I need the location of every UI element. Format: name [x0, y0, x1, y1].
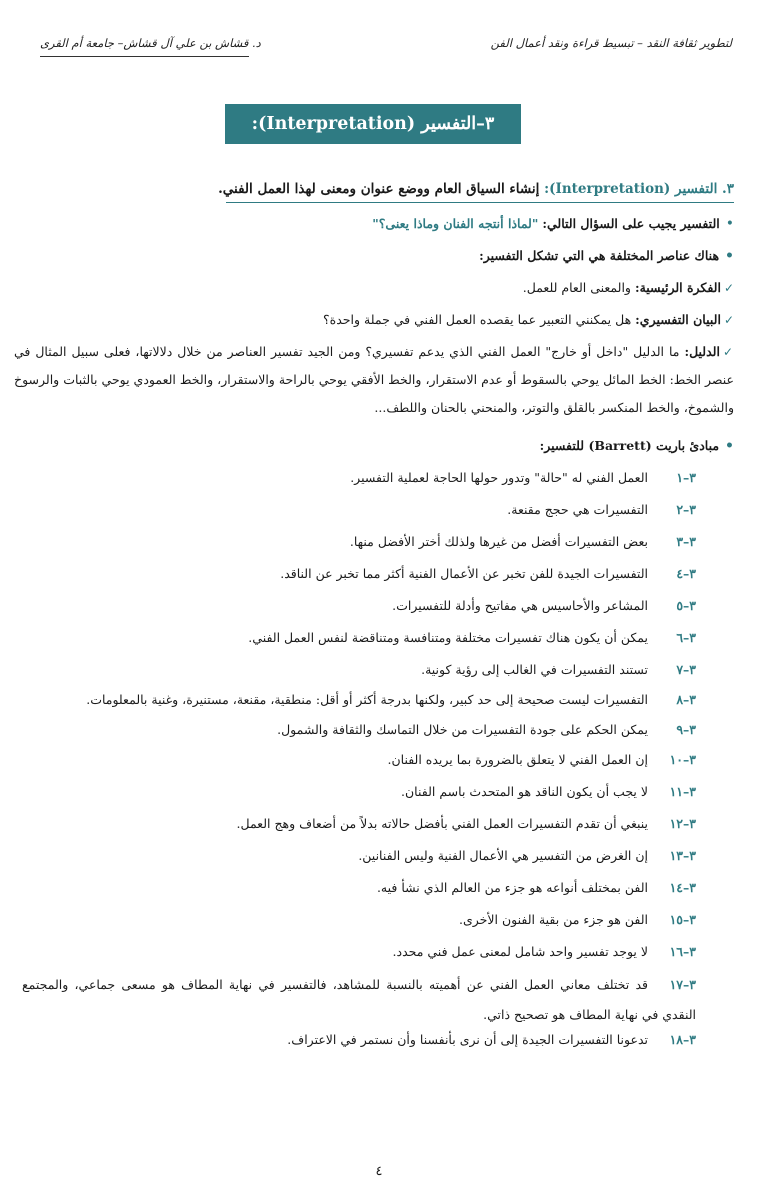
principle-number: ٣–١٠ — [669, 752, 696, 767]
bullet-question-quote: "لماذا أنتجه الفنان وماذا يعنى؟" — [372, 216, 539, 231]
checkmark-icon: ✓ — [723, 281, 734, 295]
principle-number: ٣–٢ — [676, 502, 696, 517]
check-main-idea-text: والمعنى العام للعمل. — [522, 280, 631, 295]
principle-item — [16, 1032, 696, 1047]
principle-number: ٣–١٣ — [669, 848, 696, 863]
principle-number: ٣–١٦ — [669, 944, 696, 959]
bullet-barrett — [540, 438, 734, 454]
check-evidence-label: الدليل: — [684, 344, 720, 359]
bullet-question — [372, 216, 734, 232]
checkmark-icon: ✓ — [723, 313, 734, 327]
principle-text: يمكن أن يكون هناك تفسيرات مختلفة ومتنافسة ومتناقضة لنفس العمل الفني. — [248, 630, 648, 645]
principle-text: التفسيرات هي حجج مقنعة. — [507, 502, 648, 517]
principle-item — [16, 944, 696, 959]
principle-number: ٣–٧ — [676, 662, 696, 677]
section-intro — [214, 181, 734, 197]
checkmark-icon: ✓ — [722, 345, 734, 359]
principle-item — [16, 912, 696, 927]
principle-number: ٣–١ — [676, 470, 696, 485]
check-statement — [323, 312, 734, 327]
bullet-elements — [479, 248, 734, 264]
principle-text: قد تختلف معاني العمل الفني عن أهميته بالنسبة للمشاهد، فالتفسير في نهاية المطاف هو مسعى جماعي، والمجتمع النقدي في نهاية المطاف هو تصحيح ذاتي. — [22, 977, 696, 1022]
principle-text: الفن هو جزء من بقية الفنون الأخرى. — [459, 912, 648, 927]
principle-number: ٣–١٧ — [669, 977, 696, 992]
principle-item — [16, 880, 696, 895]
principle-item — [16, 722, 696, 737]
principle-text: ينبغي أن تقدم التفسيرات العمل الفني بأفضل حالاته بدلاً من أضعاف وهج العمل. — [236, 816, 648, 831]
principle-text: التفسيرات ليست صحيحة إلى حد كبير، ولكنها بدرجة أكثر أو أقل: منطقية، مقنعة، مستنيرة، وغنية بالمعلومات. — [86, 692, 648, 707]
principle-text: الفن بمختلف أنواعه هو جزء من العالم الذي نشأ فيه. — [376, 880, 648, 895]
principle-item — [16, 534, 696, 549]
check-evidence-text: ما الدليل "داخل أو خارج" العمل الفني الذي يدعم تفسيري؟ ومن الجيد تفسير العناصر من خلال دلالاتها، فعلى سبيل المثال في عنصر الخط: الخط المائل يوحي بالسقوط أو عدم الاستقرار، والخط الأفقي يوحي بالراحة والاستقرار، والخط العمودي يوحي بالثبات والرسوخ والشموخ، والخط المنكسر بالقلق والتوتر، والمنحني بالحنان واللطف... — [14, 344, 734, 415]
principle-number: ٣–٣ — [676, 534, 696, 549]
running-header-title: لتطوير ثقافة النقد – تبسيط قراءة ونقد أعمال الفن — [490, 36, 732, 50]
principle-text: التفسيرات الجيدة للفن تخبر عن الأعمال الفنية أكثر مما تخبر عن الناقد. — [280, 566, 648, 581]
bullet-dot-icon: • — [725, 248, 734, 264]
principle-text: تدعونا التفسيرات الجيدة إلى أن نرى بأنفسنا وأن نستمر في الاعتراف. — [287, 1032, 648, 1047]
principle-text: لا يجب أن يكون الناقد هو المتحدث باسم الفنان. — [401, 784, 648, 799]
principle-text: يمكن الحكم على جودة التفسيرات من خلال التماسك والثقافة والشمول. — [277, 722, 648, 737]
section-banner: ٣–التفسير (Interpretation): — [225, 104, 521, 144]
intro-number: ٣. التفسير (Interpretation): — [544, 181, 734, 197]
principle-number: ٣–١٥ — [669, 912, 696, 927]
principle-item — [16, 566, 696, 581]
principle-number: ٣–١٨ — [669, 1032, 696, 1047]
principle-text: إن العمل الفني لا يتعلق بالضرورة بما يريده الفنان. — [387, 752, 648, 767]
bullet-barrett-text: مبادئ باريت (Barrett) للتفسير: — [539, 438, 720, 453]
principle-item — [22, 970, 696, 1030]
principle-item — [16, 784, 696, 799]
principle-item — [16, 848, 696, 863]
check-statement-label: البيان التفسيري: — [635, 312, 721, 327]
principle-text: لا يوجد تفسير واحد شامل لمعنى عمل فني محدد. — [392, 944, 648, 959]
principle-item — [16, 752, 696, 767]
intro-underline — [226, 202, 734, 203]
check-main-idea-label: الفكرة الرئيسية: — [634, 280, 721, 295]
bullet-elements-text: هناك عناصر المختلفة هي التي تشكل التفسير: — [479, 248, 720, 263]
running-header-author: د. قشاش بن علي آل قشاش– جامعة أم القرى — [40, 36, 261, 50]
check-evidence — [14, 338, 734, 422]
header-underline — [40, 56, 249, 57]
principle-text: المشاعر والأحاسيس هي مفاتيح وأدلة للتفسيرات. — [392, 598, 648, 613]
page-number: ٤ — [375, 1164, 383, 1179]
principle-item — [16, 598, 696, 613]
principle-number: ٣–١٤ — [669, 880, 696, 895]
principle-number: ٣–١١ — [669, 784, 696, 799]
principle-number: ٣–٩ — [676, 722, 696, 737]
principle-item — [16, 470, 696, 485]
principle-item — [16, 630, 696, 645]
principle-number: ٣–٦ — [676, 630, 696, 645]
intro-text: إنشاء السياق العام ووضع عنوان ومعنى لهذا العمل الفني. — [218, 181, 540, 197]
principle-item — [16, 692, 696, 707]
principle-text: العمل الفني له "حالة" وتدور حولها الحاجة لعملية التفسير. — [350, 470, 648, 485]
principle-item — [16, 502, 696, 517]
principle-number: ٣–١٢ — [669, 816, 696, 831]
principle-text: إن الغرض من التفسير هي الأعمال الفنية وليس الفنانين. — [358, 848, 648, 863]
bullet-question-label: التفسير يجيب على السؤال التالي: — [542, 216, 720, 231]
bullet-dot-icon: • — [725, 438, 734, 454]
principle-text: تستند التفسيرات في الغالب إلى رؤية كونية. — [421, 662, 648, 677]
check-statement-text: هل يمكنني التعبير عما يقصده العمل الفني في جملة واحدة؟ — [323, 312, 632, 327]
principle-item — [16, 816, 696, 831]
principle-number: ٣–٤ — [676, 566, 696, 581]
check-main-idea — [523, 280, 734, 295]
principle-item — [16, 662, 696, 677]
principle-number: ٣–٨ — [676, 692, 696, 707]
principle-number: ٣–٥ — [676, 598, 696, 613]
principle-text: بعض التفسيرات أفضل من غيرها ولذلك أختر الأفضل منها. — [349, 534, 648, 549]
bullet-dot-icon: • — [725, 216, 734, 232]
